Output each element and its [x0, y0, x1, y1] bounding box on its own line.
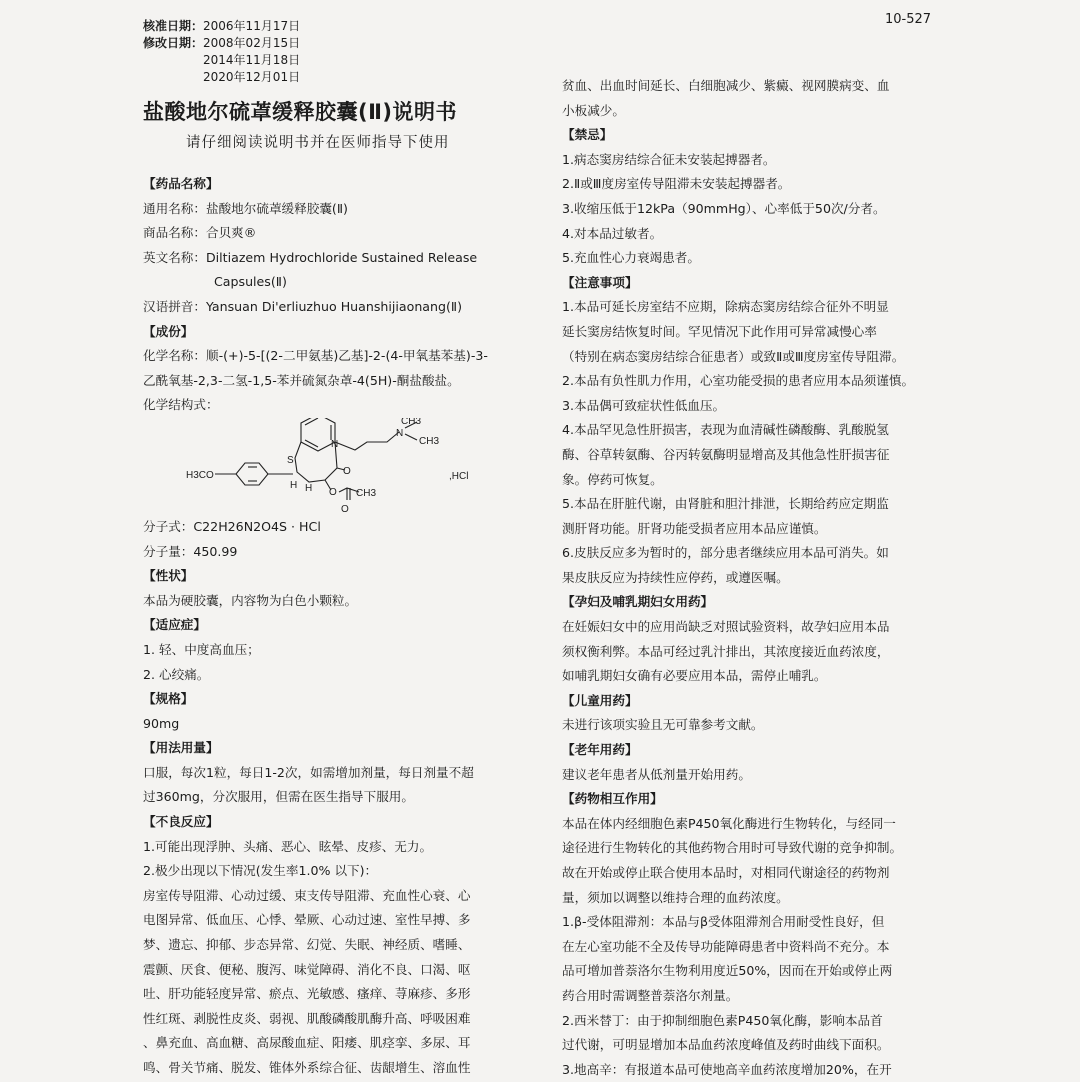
text-line: 3.收缩压低于12kPa（90mmHg）、心率低于50次/分者。	[562, 200, 886, 216]
text-line: 2. 心绞痛。	[143, 666, 210, 682]
text-line: Capsules(Ⅱ)	[214, 274, 287, 290]
text-line: 5.本品在肝脏代谢，由肾脏和胆汁排泄，长期给药应定期监	[562, 496, 889, 512]
approval-label: 核准日期：	[143, 19, 204, 33]
text-line: 品可增加普萘洛尔生物利用度近50%，因而在开始或停止两	[562, 963, 893, 979]
text-line: 量，须加以调整以维持合理的血药浓度。	[562, 889, 789, 905]
section-heading: 【注意事项】	[562, 274, 638, 290]
structure-label: H3CO	[186, 469, 214, 481]
text-line: 果皮肤反应为持续性应停药，或遵医嘱。	[562, 569, 789, 585]
text-line: 6.皮肤反应多为暂时的，部分患者继续应用本品可消失。如	[562, 545, 889, 561]
text-line: 房室传导阻滞、心动过缓、束支传导阻滞、充血性心衰、心	[143, 887, 471, 903]
text-line: 乙酰氧基-2,3-二氢-1,5-苯并硫氮杂䓬-4(5H)-酮盐酸盐。	[143, 372, 460, 388]
revision-date: 2014年11月18日	[203, 53, 301, 67]
section-heading: 【老年用药】	[562, 742, 638, 758]
text-line: 商品名称：合贝爽®	[143, 225, 257, 241]
structure-label: H	[290, 479, 298, 491]
section-heading: 【孕妇及哺乳期妇女用药】	[562, 594, 714, 610]
text-line: 过代谢，可明显增加本品血药浓度峰值及药时曲线下面积。	[562, 1037, 890, 1053]
structure-label: N	[396, 427, 404, 439]
section-heading: 【用法用量】	[143, 740, 219, 756]
text-line: 梦、遗忘、抑郁、步态异常、幻觉、失眠、神经质、嗜睡、	[143, 937, 471, 953]
revision-date: 2008年02月15日	[203, 36, 301, 50]
section-heading: 【药物相互作用】	[562, 791, 663, 807]
structure-label: H	[305, 482, 313, 494]
text-line: 如哺乳期妇女确有必要应用本品，需停止哺乳。	[562, 668, 827, 684]
text-line: 贫血、出血时间延长、白细胞减少、紫癜、视网膜病变、血	[562, 78, 890, 93]
text-line: 小板减少。	[562, 102, 625, 118]
text-line: 口服，每次1粒，每日1-2次，如需增加剂量，每日剂量不超	[143, 764, 474, 780]
text-line: 途径进行生物转化的其他药物合用时可导致代谢的竞争抑制。	[562, 840, 903, 856]
chemical-structure-diagram	[143, 418, 523, 515]
text-line: 分子式：C22H26N2O4S · HCl	[143, 518, 321, 534]
text-line: 测肝肾功能。肝肾功能受损者应用本品应谨慎。	[562, 520, 827, 536]
text-line: 1. 轻、中度高血压；	[143, 641, 260, 657]
structure-label: O	[343, 465, 351, 477]
text-line: 须权衡利弊。本品可经过乳汁排出，其浓度接近血药浓度，	[562, 643, 890, 659]
document-number: 10-527	[885, 12, 932, 27]
text-line: 在左心室功能不全及传导功能障碍患者中资料尚不充分。本	[562, 938, 890, 954]
chemical-structure	[143, 418, 523, 515]
text-line: 1.β-受体阻滞剂：本品与β受体阻滞剂合用耐受性良好，但	[562, 914, 885, 930]
text-line: 象。停药可恢复。	[562, 471, 663, 487]
structure-label: O	[341, 503, 349, 515]
section-heading: 【性状】	[143, 568, 194, 584]
text-line: 过360mg，分次服用，但需在医生指导下服用。	[143, 789, 414, 805]
text-line: 酶、谷草转氨酶、谷丙转氨酶明显增高及其他急性肝损害征	[562, 446, 890, 462]
revision-date-line	[143, 35, 300, 52]
approval-date: 2006年11月17日	[203, 19, 301, 33]
section-heading: 【适应症】	[143, 617, 206, 633]
text-line: 5.充血性心力衰竭患者。	[562, 250, 700, 266]
text-line: 1.可能出现浮肿、头痛、恶心、眩晕、皮疹、无力。	[143, 838, 433, 854]
text-line: 建议老年患者从低剂量开始用药。	[562, 766, 751, 782]
text-line: 3.地高辛：有报道本品可使地高辛血药浓度增加20%，在开	[562, 1061, 892, 1077]
text-line: 本品在体内经细胞色素P450氧化酶进行生物转化，与经同一	[562, 815, 896, 831]
text-line: 延长窦房结恢复时间。罕见情况下此作用可异常减慢心率	[562, 323, 877, 339]
structure-label: CH3	[356, 487, 377, 499]
text-line: 2.本品有负性肌力作用，心室功能受损的患者应用本品须谨慎。	[562, 373, 915, 389]
text-line: 本品为硬胶囊，内容物为白色小颗粒。	[143, 592, 358, 608]
text-line: 英文名称：Diltiazem Hydrochloride Sustained Release	[143, 249, 478, 265]
text-line: 2.极少出现以下情况(发生率1.0% 以下)：	[143, 863, 378, 879]
text-line: 震颤、厌食、便秘、腹泻、味觉障碍、消化不良、口渴、呕	[143, 961, 471, 977]
text-line: 、鼻充血、高血糖、高尿酸血症、阳痿、肌痉挛、多尿、耳	[143, 1035, 471, 1051]
text-line: 分子量：450.99	[143, 543, 238, 559]
text-line: 电图异常、低血压、心悸、晕厥、心动过速、室性早搏、多	[143, 912, 471, 928]
text-line: 1.病态窦房结综合征未安装起搏器者。	[562, 151, 776, 167]
structure-label: N	[331, 438, 339, 450]
structure-label: O	[329, 486, 337, 498]
section-heading: 【规格】	[143, 691, 194, 707]
text-line: 故在开始或停止联合使用本品时，对相同代谢途径的药物剂	[562, 865, 890, 880]
text-line: 药合用时需调整普萘洛尔剂量。	[562, 987, 739, 1003]
section-heading: 【儿童用药】	[562, 692, 638, 708]
structure-label: CH3	[419, 435, 440, 447]
structure-label: S	[287, 454, 294, 466]
section-heading: 【药品名称】	[143, 176, 219, 191]
text-line: 2.Ⅱ或Ⅲ度房室传导阻滞未安装起搏器者。	[562, 176, 791, 192]
text-line: 汉语拼音：Yansuan Di'erliuzhuo Huanshijiaonang(Ⅱ)	[143, 298, 463, 314]
text-line: 性红斑、剥脱性皮炎、弱视、肌酸磷酸肌酶升高、呼吸困难	[143, 1010, 471, 1026]
text-line: 90mg	[143, 715, 180, 731]
text-line: 2.西米替丁：由于抑制细胞色素P450氧化酶，影响本品首	[562, 1012, 883, 1028]
structure-label: CH3	[401, 417, 422, 427]
section-heading: 【禁忌】	[562, 127, 613, 143]
revision-label: 修改日期：	[143, 36, 204, 50]
section-heading: 【不良反应】	[143, 814, 219, 830]
text-line: 4.对本品过敏者。	[562, 225, 663, 241]
structure-label: ,HCl	[449, 470, 469, 482]
document-subtitle: 请仔细阅读说明书并在医师指导下使用	[186, 135, 450, 151]
approval-date-line	[143, 18, 300, 35]
text-line: （特别在病态窦房结综合征患者）或致Ⅱ或Ⅲ度房室传导阻滞。	[562, 348, 905, 364]
document-title: 盐酸地尔硫䓬缓释胶囊(Ⅱ)说明书	[143, 100, 458, 124]
text-line: 未进行该项实验且无可靠参考文献。	[562, 717, 764, 733]
text-line: 通用名称：盐酸地尔硫䓬缓释胶囊(Ⅱ)	[143, 200, 348, 216]
text-line: 1.本品可延长房室结不应期，除病态窦房结综合征外不明显	[562, 299, 889, 315]
text-line: 4.本品罕见急性肝损害，表现为血清碱性磷酸酶、乳酸脱氢	[562, 422, 889, 438]
text-line: 化学结构式：	[143, 397, 219, 413]
text-line: 化学名称：顺-(+)-5-[(2-二甲氨基)乙基]-2-(4-甲氧基苯基)-3-	[143, 348, 488, 364]
text-line: 3.本品偶可致症状性低血压。	[562, 397, 726, 413]
text-line: 在妊娠妇女中的应用尚缺乏对照试验资料，故孕妇应用本品	[562, 619, 890, 635]
right-column	[562, 74, 947, 1082]
left-column	[143, 172, 523, 1081]
revision-date: 2020年12月01日	[203, 70, 301, 84]
text-line: 吐、肝功能轻度异常、瘀点、光敏感、瘙痒、荨麻疹、多形	[143, 986, 471, 1002]
section-heading: 【成份】	[143, 323, 194, 339]
text-line: 鸣、骨关节痛、脱发、锥体外系综合征、齿龈增生、溶血性	[143, 1060, 471, 1075]
